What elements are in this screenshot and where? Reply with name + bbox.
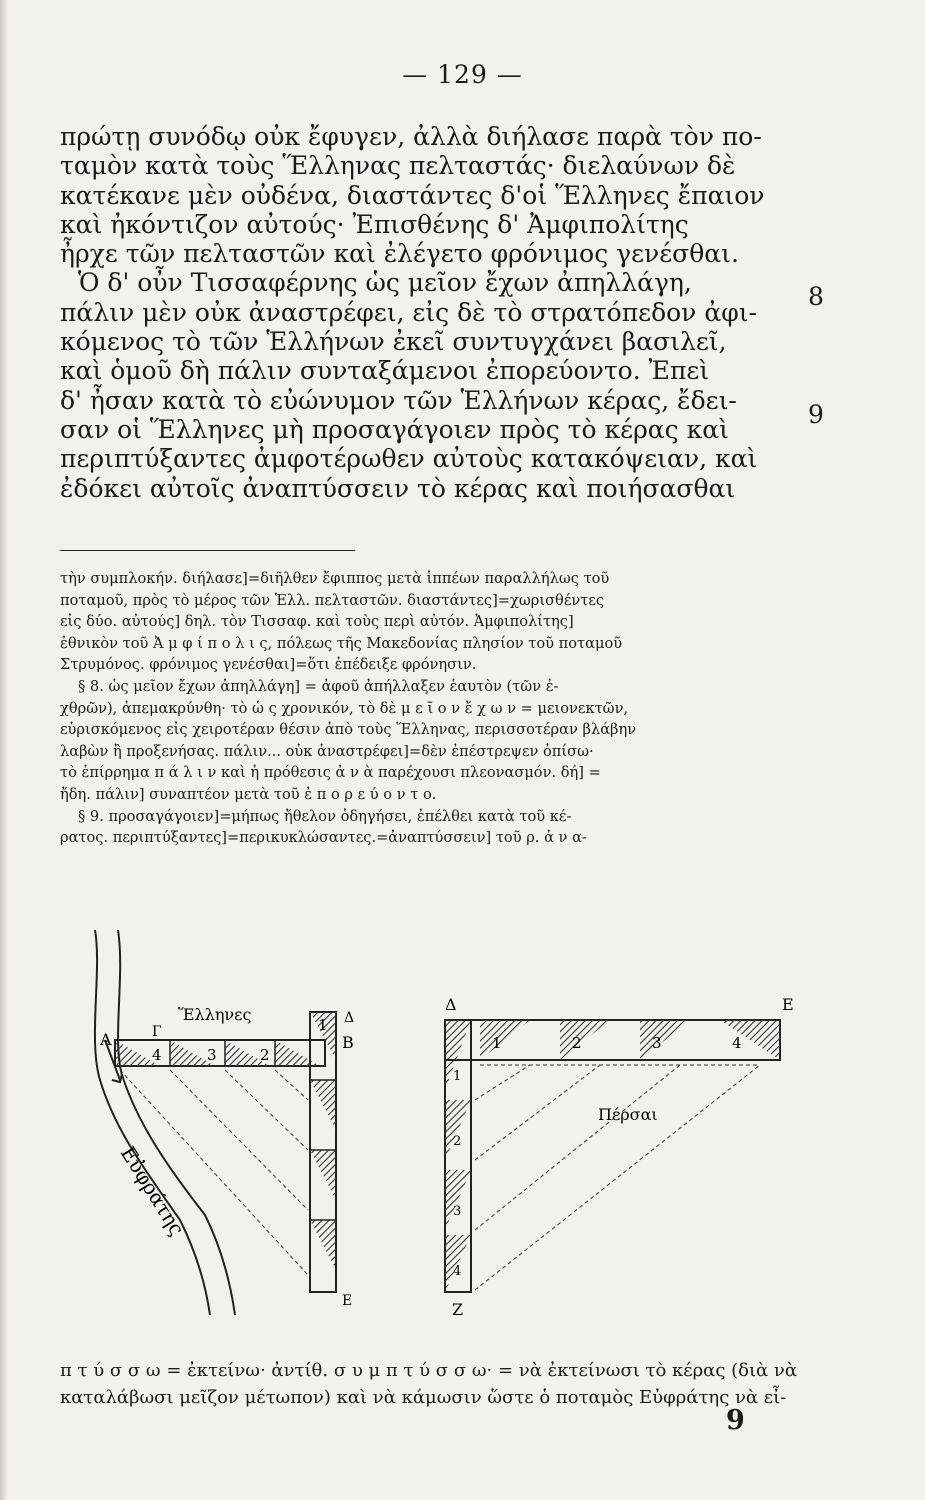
- label-euphrates: Εὐφράτης: [115, 1141, 190, 1240]
- main-text: [60, 122, 780, 503]
- bottom-notes: [60, 1357, 820, 1411]
- label-zeta-right: Ζ: [452, 1300, 464, 1319]
- main-line: σαν οἱ Ἕλληνες μὴ προσαγάγοιεν πρὸς τὸ κέρας καὶ: [60, 414, 729, 444]
- column-hatch: [310, 1080, 336, 1130]
- note-line: § 8. ὡς μεῖον ἔχων ἀπηλλάγη] = ἀφοῦ ἀπήλλαξεν ἑαυτὸν (τῶν ἐ-: [78, 677, 559, 695]
- river-bank: [95, 930, 210, 1315]
- approach-line: [225, 1070, 308, 1150]
- note-line: τὴν συμπλοκήν. διήλασε]=διῆλθεν ἔφιππος μετὰ ἱππέων παραλλήλως τοῦ: [60, 570, 610, 587]
- unit-number: 1: [318, 1016, 328, 1034]
- note-line: ρατος. περιπτύξαντες]=περικυκλώσαντες.=ἀναπτύσσειν] τοῦ ρ. ἀ ν α-: [60, 829, 587, 847]
- label-persians: Πέρσαι: [598, 1105, 658, 1124]
- label-epsilon: Ε: [342, 1293, 353, 1309]
- approach-line: [475, 1065, 530, 1100]
- bottom-line: καταλάβωσι μεῖζον μέτωπον) καὶ νὰ κάμωσιν ὥστε ὁ ποταμὸς Εὐφράτης νὰ εἶ-: [60, 1387, 787, 1408]
- main-line: καὶ ὁμοῦ δὴ πάλιν συνταξάμενοι ἐπορεύοντο. Ἐπεὶ: [60, 356, 710, 386]
- page-number: — 129 —: [402, 60, 523, 89]
- section-marker-8: 8: [808, 282, 824, 311]
- label-gamma: Γ: [152, 1024, 162, 1040]
- label-delta: Δ: [344, 1010, 355, 1026]
- main-line: περιπτύξαντες ἀμφοτέρωθεν αὐτοὺς κατακόψειαν, καὶ: [60, 444, 758, 474]
- unit-number: 2: [260, 1046, 270, 1064]
- unit-number: 4: [453, 1264, 462, 1279]
- unit-number: 4: [732, 1034, 742, 1052]
- note-line: λαβὼν ἢ προξενήσας. πάλιν... οὐκ ἀναστρέφει]=δὲν ἐπέστρεψεν ὀπίσω·: [60, 742, 594, 760]
- column-hatch: [445, 1170, 471, 1230]
- main-line: δ' ἦσαν κατὰ τὸ εὐώνυμον τῶν Ἑλλήνων κέρας, ἔδει-: [60, 385, 737, 415]
- main-line: καὶ ἠκόντιζον αὐτούς· Ἐπισθένης δ' Ἀμφιπολίτης: [60, 209, 689, 239]
- binding-edge: [0, 0, 8, 1500]
- main-line: ἐδόκει αὐτοῖς ἀναπτύσσειν τὸ κέρας καὶ ποιήσασθαι: [60, 473, 736, 503]
- signature-mark: 9: [726, 1405, 745, 1436]
- left-wing-hatch: [275, 1040, 320, 1066]
- note-line: χθρῶν), ἀπεμακρύνθη· τὸ ὡ ς χρονικόν, τὸ δὲ μ ε ῖ ο ν ἔ χ ω ν = μειονεκτῶν,: [60, 699, 629, 717]
- label-greeks: Ἕλληνες: [178, 1005, 252, 1024]
- main-line: πρώτῃ συνόδῳ οὐκ ἔφυγεν, ἀλλὰ διήλασε παρὰ τὸν πο-: [60, 122, 762, 151]
- unit-number: 1: [492, 1034, 502, 1052]
- unit-number: 4: [152, 1046, 162, 1064]
- label-epsilon-right: Ε: [782, 995, 794, 1014]
- approach-line: [475, 1065, 680, 1230]
- note-line: εἰς δύο. αὐτούς] δηλ. τὸν Τισσαφ. καὶ τοὺς περὶ αὐτόν. Ἀμφιπολίτης]: [60, 613, 574, 631]
- label-alpha: Α: [100, 1030, 112, 1049]
- footnote-rule: [60, 550, 355, 551]
- note-line: εὑρισκόμενος εἰς χειροτέραν θέσιν ἀπὸ τοὺς Ἕλληνας, περισσοτέραν βλάβην: [60, 721, 637, 739]
- main-line: πάλιν μὲν οὐκ ἀναστρέφει, εἰς δὲ τὸ στρατόπεδον ἀφι-: [60, 297, 757, 327]
- unit-number: 2: [572, 1034, 582, 1052]
- unit-number: 2: [453, 1134, 462, 1149]
- main-line: ταμὸν κατὰ τοὺς Ἕλληνας πελταστάς· διελαύνων δὲ: [60, 151, 736, 181]
- column-hatch: [310, 1150, 336, 1200]
- section-marker-9: 9: [808, 400, 824, 429]
- unit-number: 3: [207, 1046, 217, 1064]
- approach-line: [275, 1070, 308, 1100]
- river-bank: [115, 930, 235, 1315]
- battle-diagram: [60, 930, 800, 1320]
- approach-line: [475, 1065, 760, 1290]
- main-line: ἦρχε τῶν πελταστῶν καὶ ἐλέγετο φρόνιμος γενέσθαι.: [60, 239, 739, 269]
- note-line: § 9. προσαγάγοιεν]=μήπως ἤθελον ὁδηγήσει, ἐπέλθει κατὰ τοῦ κέ-: [78, 807, 572, 825]
- right-wing-hatch: [560, 1020, 610, 1060]
- right-wing-hatch: [640, 1020, 690, 1060]
- note-line: ποταμοῦ, πρὸς τὸ μέρος τῶν Ἑλλ. πελταστῶν. διαστάντες]=χωρισθέντες: [60, 591, 605, 609]
- unit-number: 3: [652, 1034, 662, 1052]
- main-line: Ὁ δ' οὖν Τισσαφέρνης ὡς μεῖον ἔχων ἀπηλλάγη,: [78, 268, 692, 298]
- note-line: ἤδη. πάλιν] συναπτέον μετὰ τοῦ ἐ π ο ρ ε ύ ο ν τ ο.: [60, 785, 437, 803]
- commentary-notes: [60, 568, 830, 849]
- note-line: ἐθνικὸν τοῦ Ἀ μ φ ί π ο λ ι ς, πόλεως τῆς Μακεδονίας πλησίον τοῦ ποταμοῦ: [60, 634, 623, 652]
- note-line: τὸ ἐπίρρημα π ά λ ι ν καὶ ἡ πρόθεσις ἀ ν ὰ παρέχουσι πλεονασμόν. δή] =: [60, 764, 601, 782]
- approach-line: [475, 1065, 600, 1160]
- main-line: κόμενος τὸ τῶν Ἑλλήνων ἐκεῖ συντυγχάνει βασιλεῖ,: [60, 327, 727, 357]
- right-wing-hatch: [720, 1020, 780, 1060]
- note-line: Στρυμόνος. φρόνιμος γενέσθαι]=ὅτι ἐπέδειξε φρόνησιν.: [60, 656, 477, 674]
- approach-line: [170, 1070, 308, 1210]
- main-line: κατέκανε μὲν οὐδένα, διαστάντες δ'οἱ Ἕλληνες ἔπαιον: [60, 180, 765, 210]
- unit-number: 3: [453, 1204, 462, 1219]
- unit-number: 1: [453, 1069, 462, 1084]
- label-beta: Β: [342, 1033, 354, 1052]
- label-delta-right: Δ: [445, 995, 457, 1014]
- right-wing-hatch: [480, 1020, 530, 1060]
- column-hatch: [310, 1220, 336, 1270]
- bottom-line: π τ ύ σ σ ω = ἐκτείνω· ἀντίθ. σ υ μ π τ ύ σ σ ω· = νὰ ἐκτείνωσι τὸ κέρας (διὰ νὰ: [60, 1360, 798, 1381]
- column-hatch: [445, 1100, 471, 1160]
